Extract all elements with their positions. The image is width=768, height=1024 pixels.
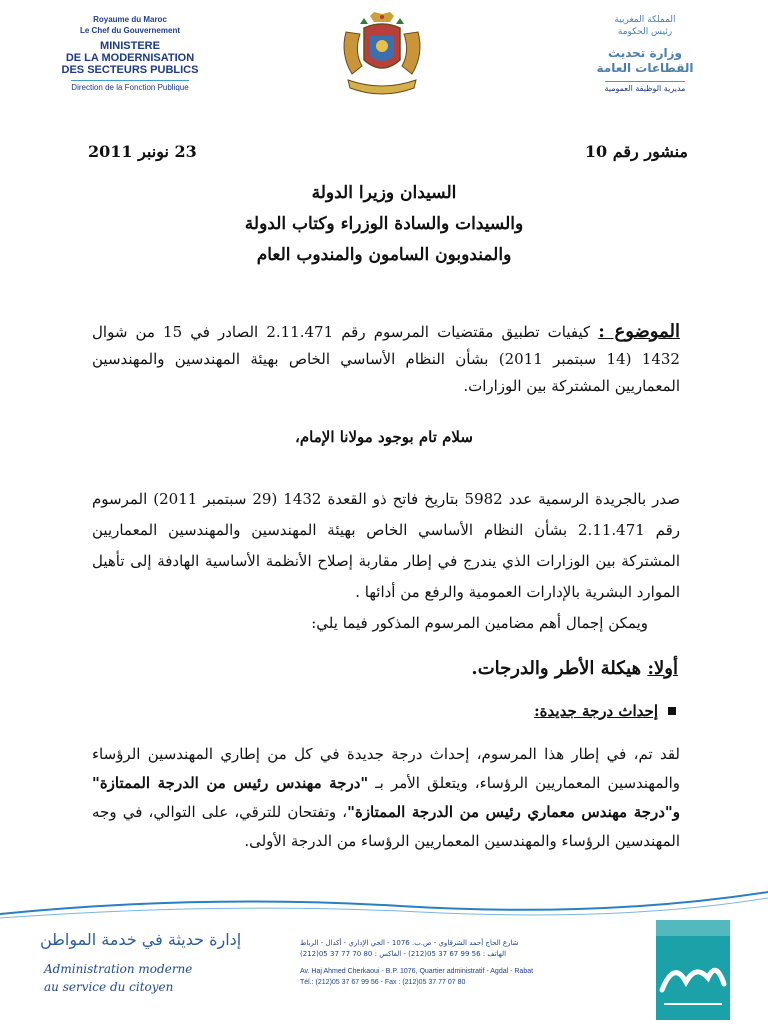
ministry-line2: DE LA MODERNISATION [65,52,195,64]
directorate-label-ar: مديرية الوظيفة العمومية [605,81,686,95]
subject-text: كيفيات تطبيق مقتضيات المرسوم رقم 2.11.471 الصادر في 15 من شوال 1432 (14 سبتمبر 2011) بشأن النظام الأساسي الخاص بهيئة المهندسين والمهندسين المعماريين المشتركة بين الوزارات. [92,323,680,395]
address-ar-line1: شارع الحاج أحمد الشرقاوي - ص.ب. 1076 - الحي الإداري - أكدال - الرباط [300,939,519,947]
address-fr-line2: Tél.: (212)05 37 67 99 56 - Fax : (212)05 37 77 07 80 [300,979,466,986]
addressee-line: والمندوبون السامون والمندوب العام [256,245,512,265]
kingdom-label-ar: المملكة المغربية [614,15,676,25]
header-right-block [570,14,720,95]
kingdom-label-fr: Royaume du Maroc [93,15,167,24]
paragraph3-part1: لقد تم، في إطار هذا المرسوم، إحداث درجة جديدة في كل من إطاري المهندسين الرؤساء والمهندسين المعماريين الرؤساء، ويتعلق الأمر بـ [92,745,681,792]
directorate-label-fr: Direction de la Fonction Publique [71,80,188,93]
bullet-item [534,702,676,720]
address-fr-line1: Av. Haj Ahmed Cherkaoui - B.P. 1076, Quartier administratif - Agdal - Rabat [300,968,534,975]
ministry-logo-icon [656,920,730,1020]
footer-slogan-ar: إدارة حديثة في خدمة المواطن [40,930,242,949]
circular-number: منشور رقم 10 [584,142,688,161]
ministry-ar-line2: القطاعات العامة [596,61,694,75]
addressee-line: السيدان وزيرا الدولة [311,183,457,203]
subject-label: الموضوع : [598,321,680,342]
head-of-government-fr: Le Chef du Gouvernement [79,26,180,35]
footer-address-ar [300,938,640,960]
body-paragraph-1: صدر بالجريدة الرسمية عدد 5982 بتاريخ فاتح ذو القعدة 1432 (29 سبتمبر 2011) المرسوم رقم 2.11.471 بشأن النظام الأساسي الخاص بهيئة المهندسين والمهندسين المعماريين المشتركة بين الوزارات الذي يندرج في إطار مقاربة إصلاح الأنظمة الأساسية الهادفة إلى تأهيل الموارد البشرية بالإدارات العمومية والرفع من أدائها . [92,490,680,601]
ministry-line3: DES SECTEURS PUBLICS [61,64,199,76]
greeting: سلام تام بوجود مولانا الإمام، [295,428,473,446]
paragraph3-part2: ، وتفتحان للترقي، على التوالي، في وجه المهندسين الرؤساء والمهندسين المعماريين الرؤساء من الدرجة الأولى. [92,803,680,850]
footer-address-fr [300,966,640,988]
addressees-block [0,178,768,271]
coat-of-arms-emblem [330,10,434,98]
section-heading [92,658,678,679]
head-of-government-ar: رئيس الحكومة [617,27,673,37]
section-number: أولا: [647,658,678,679]
ministry-ar-line1: وزارة تحديث [608,46,682,60]
address-ar-line2: الهاتف : 56 99 67 37 05(212) - الفاكس : 80 70 77 37 05(212) [300,950,507,958]
subject-paragraph [92,318,680,400]
body-paragraph-3 [92,740,680,856]
section-title: هيكلة الأطر والدرجات. [471,658,642,679]
footer-slogan-fr [44,960,192,996]
ministry-line1: MINISTERE [100,40,160,52]
square-bullet-icon [668,707,676,715]
addressee-line: والسيدات والسادة الوزراء وكتاب الدولة [244,214,524,234]
paragraph3-bold: "درجة مهندس رئيس من الدرجة الممتازة" و"درجة مهندس معماري رئيس من الدرجة الممتازة" [92,774,680,821]
slogan-fr-line1: Administration moderne [44,962,193,976]
slogan-fr-line2: au service du citoyen [44,980,174,994]
body-paragraph-2: ويمكن إجمال أهم مضامين المرسوم المذكور فيما يلي: [311,614,648,632]
bullet-text: إحداث درجة جديدة: [534,702,658,720]
footer-wave-decoration [0,884,768,924]
circular-date: 23 نونبر 2011 [88,142,197,161]
header-left-block [40,14,220,95]
